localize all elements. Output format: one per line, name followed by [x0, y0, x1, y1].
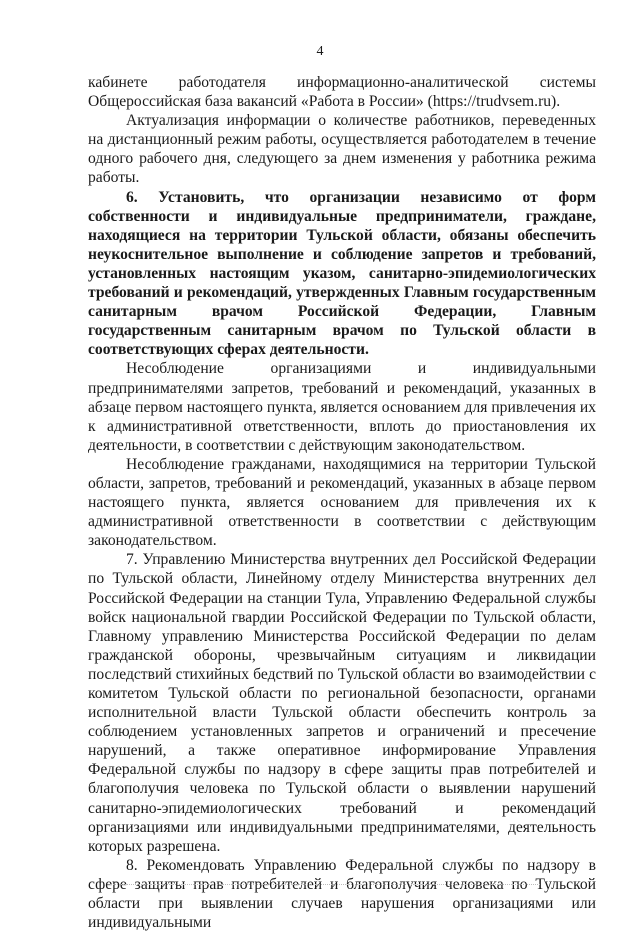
- document-body: [88, 73, 596, 932]
- page-number: 4: [316, 44, 324, 59]
- paragraph-organizations-liability: Несоблюдение организациями и индивидуальными предпринимателями запретов, требований и рекомендаций, указанных в абзаце первом настоящего пункта, является основанием для привлечения их к административной ответственности, вплоть до приостановления их деятельности, в соответствии с действующим законодательством.: [88, 360, 596, 454]
- paragraph-item-7: 7. Управлению Министерства внутренних дел Российской Федерации по Тульской области, Линейному отделу Министерства внутренних дел Российской Федерации на станции Тула, Управлению Федеральной службы войск национальной гвардии Российской Федерации по Тульской области, Главному управлению Министерства Российской Федерации по делам гражданской обороны, чрезвычайным ситуациям и ликвидации последствий стихийных бедствий по Тульской области во взаимодействии с комитетом Тульской области по региональной безопасности, органами исполнительной власти Тульской области обеспечить контроль за соблюдением установленных запретов и ограничений и пресечение нарушений, а также оперативное информирование Управления Федеральной службы по надзору в сфере защиты прав потребителей и благополучия человека по Тульской области о выявлении нарушений санитарно-эпидемиологических требований и рекомендаций организациями или индивидуальными предпринимателями, деятельность которых разрешена.: [88, 551, 596, 855]
- paragraph-citizens-liability: Несоблюдение гражданами, находящимися на территории Тульской области, запретов, требований и рекомендаций, указанных в абзаце первом настоящего пункта, является основанием для привлечения их к административной ответственности в соответствии с действующим законодательством.: [88, 455, 596, 550]
- paragraph-item-8: 8. Рекомендовать Управлению Федеральной службы по надзору в сфере защиты прав потребителей и благополучия человека по Тульской области при выявлении случаев нарушения организациями или индивидуальными: [88, 856, 596, 932]
- paragraph-item-6: 6. Установить, что организации независимо от форм собственности и индивидуальные предприниматели, граждане, находящиеся на территории Тульской области, обязаны обеспечить неукоснительное выполнение и соблюдение запретов и требований, установленных настоящим указом, санитарно-эпидемиологических требований и рекомендаций, утвержденных Главным государственным санитарным врачом Российской Федерации, Главным государственным санитарным врачом по Тульской области в соответствующих сферах деятельности.: [88, 188, 596, 359]
- paragraph-continuation: кабинете работодателя информационно-аналитической системы Общероссийская база вакансий «Работа в России» (https://trudvsem.ru).: [88, 74, 596, 111]
- scan-artifact-line: [110, 884, 540, 889]
- paragraph-actualization: Актуализация информации о количестве работников, переведенных на дистанционный режим работы, осуществляется работодателем в течение одного рабочего дня, следующего за днем изменения у работника режима работы.: [88, 112, 596, 187]
